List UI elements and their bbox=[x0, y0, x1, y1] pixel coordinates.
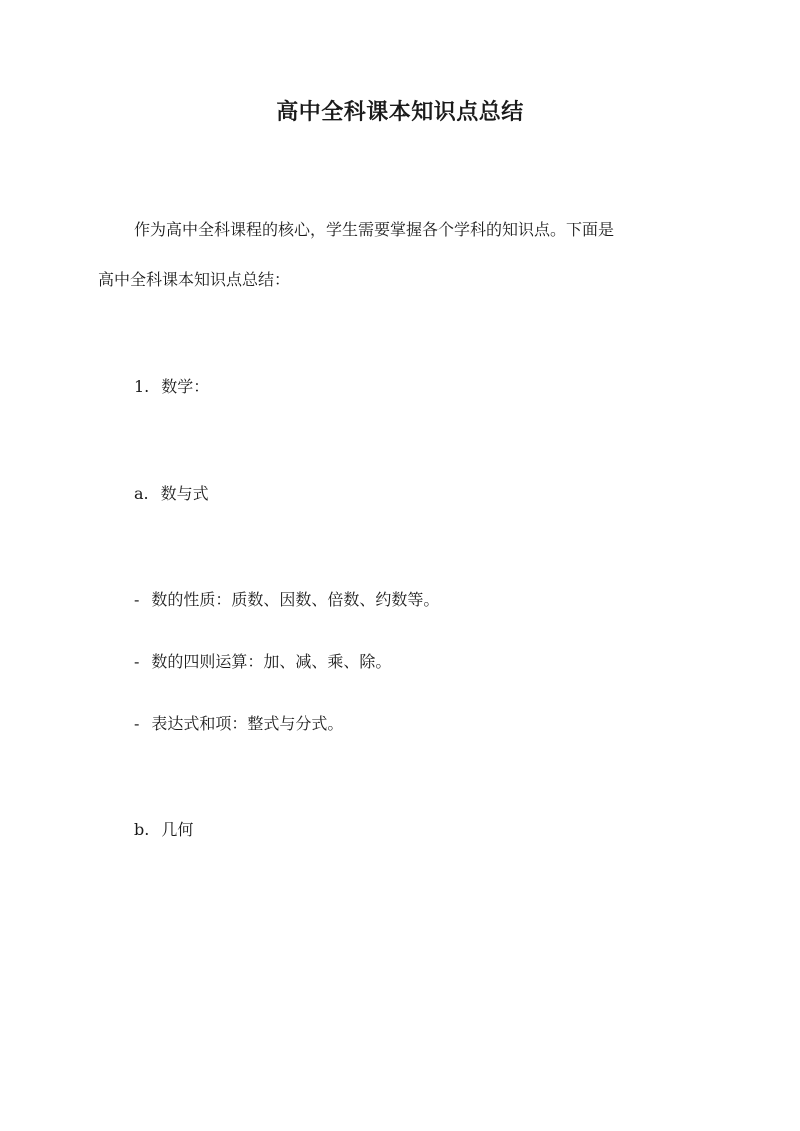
subsection-marker: b. bbox=[134, 820, 150, 839]
subsection-heading-numbers-expressions bbox=[134, 482, 209, 506]
section-heading-math bbox=[134, 375, 209, 399]
intro-paragraph-line-1: 作为高中全科课程的核心，学生需要掌握各个学科的知识点。下面是 bbox=[134, 220, 615, 239]
bullet-dash: - bbox=[134, 590, 140, 609]
list-item bbox=[134, 712, 343, 736]
document-title: 高中全科课本知识点总结 bbox=[276, 99, 524, 125]
bullet-dash: - bbox=[134, 714, 140, 733]
intro-paragraph-line-2: 高中全科课本知识点总结： bbox=[98, 270, 291, 289]
list-item bbox=[134, 588, 439, 612]
list-item-text: 数的四则运算：加、减、乘、除。 bbox=[151, 652, 392, 671]
section-label: 数学： bbox=[161, 377, 210, 396]
list-item-text: 表达式和项：整式与分式。 bbox=[151, 714, 344, 733]
list-item-text: 数的性质：质数、因数、倍数、约数等。 bbox=[151, 590, 440, 609]
list-item bbox=[134, 650, 391, 674]
subsection-heading-geometry bbox=[134, 818, 193, 842]
subsection-marker: a. bbox=[134, 484, 149, 503]
bullet-dash: - bbox=[134, 652, 140, 671]
section-number: 1. bbox=[134, 377, 150, 396]
subsection-label: 数与式 bbox=[160, 484, 209, 503]
subsection-label: 几何 bbox=[161, 820, 194, 839]
